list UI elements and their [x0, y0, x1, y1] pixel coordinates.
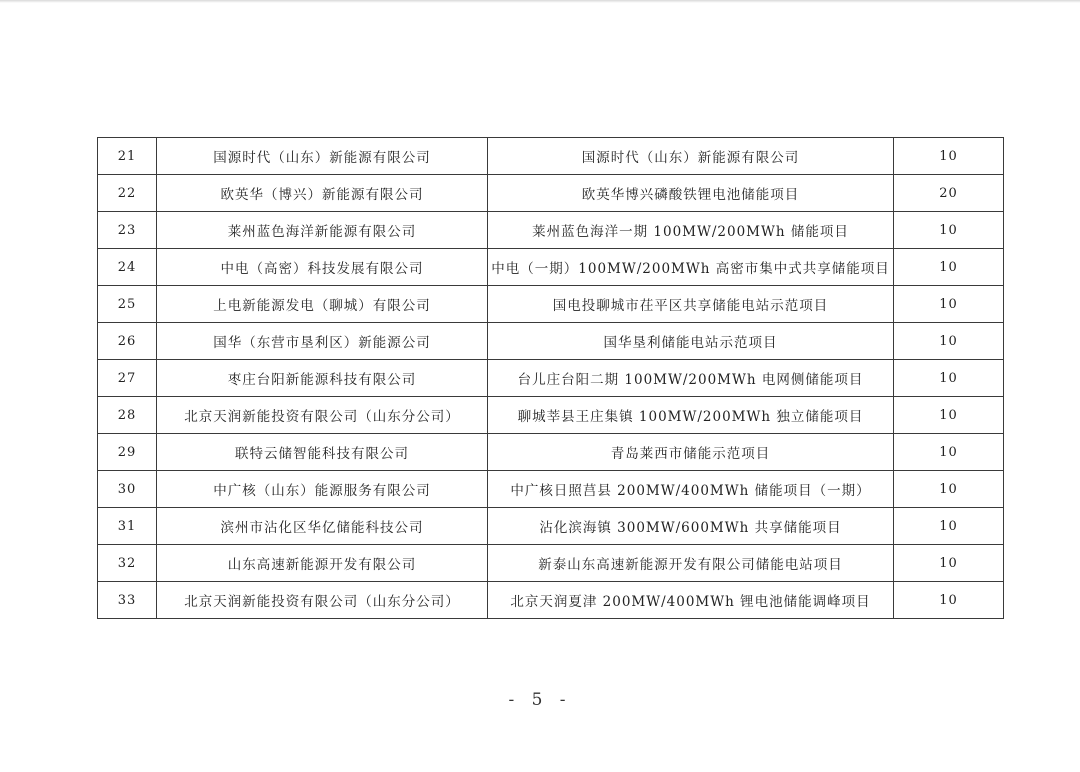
company-cell: 中广核（山东）能源服务有限公司	[157, 471, 488, 508]
project-cell: 新泰山东高速新能源开发有限公司储能电站项目	[488, 545, 894, 582]
capacity-cell: 10	[894, 508, 1004, 545]
capacity-cell: 10	[894, 286, 1004, 323]
capacity-cell: 10	[894, 434, 1004, 471]
capacity-cell: 10	[894, 323, 1004, 360]
project-cell: 中电（一期）100MW/200MWh 高密市集中式共享储能项目	[488, 249, 894, 286]
company-cell: 山东高速新能源开发有限公司	[157, 545, 488, 582]
company-cell: 北京天润新能投资有限公司（山东分公司）	[157, 582, 488, 619]
row-number-cell: 27	[98, 360, 157, 397]
capacity-cell: 10	[894, 397, 1004, 434]
row-number-cell: 32	[98, 545, 157, 582]
project-table	[97, 137, 1004, 619]
company-cell: 莱州蓝色海洋新能源有限公司	[157, 212, 488, 249]
company-cell: 国华（东营市垦利区）新能源公司	[157, 323, 488, 360]
row-number-cell: 24	[98, 249, 157, 286]
table-row	[98, 212, 1004, 249]
project-table-container	[97, 137, 999, 619]
capacity-cell: 10	[894, 212, 1004, 249]
table-row	[98, 545, 1004, 582]
project-cell: 国华垦利储能电站示范项目	[488, 323, 894, 360]
company-cell: 滨州市沾化区华亿储能科技公司	[157, 508, 488, 545]
row-number-cell: 26	[98, 323, 157, 360]
row-number-cell: 30	[98, 471, 157, 508]
company-cell: 上电新能源发电（聊城）有限公司	[157, 286, 488, 323]
company-cell: 欧英华（博兴）新能源有限公司	[157, 175, 488, 212]
capacity-cell: 10	[894, 138, 1004, 175]
row-number-cell: 28	[98, 397, 157, 434]
capacity-cell: 10	[894, 582, 1004, 619]
table-body	[98, 138, 1004, 619]
project-cell: 聊城莘县王庄集镇 100MW/200MWh 独立储能项目	[488, 397, 894, 434]
project-cell: 青岛莱西市储能示范项目	[488, 434, 894, 471]
project-cell: 北京天润夏津 200MW/400MWh 锂电池储能调峰项目	[488, 582, 894, 619]
table-row	[98, 286, 1004, 323]
row-number-cell: 25	[98, 286, 157, 323]
company-cell: 枣庄台阳新能源科技有限公司	[157, 360, 488, 397]
capacity-cell: 20	[894, 175, 1004, 212]
capacity-cell: 10	[894, 471, 1004, 508]
page-number: - 5 -	[508, 690, 572, 710]
table-row	[98, 508, 1004, 545]
project-cell: 沾化滨海镇 300MW/600MWh 共享储能项目	[488, 508, 894, 545]
table-row	[98, 434, 1004, 471]
table-row	[98, 249, 1004, 286]
scan-edge	[0, 0, 1080, 3]
row-number-cell: 29	[98, 434, 157, 471]
company-cell: 北京天润新能投资有限公司（山东分公司）	[157, 397, 488, 434]
project-cell: 国电投聊城市茌平区共享储能电站示范项目	[488, 286, 894, 323]
project-cell: 国源时代（山东）新能源有限公司	[488, 138, 894, 175]
table-row	[98, 138, 1004, 175]
company-cell: 中电（高密）科技发展有限公司	[157, 249, 488, 286]
table-row	[98, 323, 1004, 360]
row-number-cell: 21	[98, 138, 157, 175]
project-cell: 台儿庄台阳二期 100MW/200MWh 电网侧储能项目	[488, 360, 894, 397]
capacity-cell: 10	[894, 545, 1004, 582]
table-row	[98, 175, 1004, 212]
capacity-cell: 10	[894, 360, 1004, 397]
row-number-cell: 22	[98, 175, 157, 212]
row-number-cell: 31	[98, 508, 157, 545]
company-cell: 联特云储智能科技有限公司	[157, 434, 488, 471]
table-row	[98, 360, 1004, 397]
row-number-cell: 23	[98, 212, 157, 249]
capacity-cell: 10	[894, 249, 1004, 286]
row-number-cell: 33	[98, 582, 157, 619]
table-row	[98, 397, 1004, 434]
table-row	[98, 582, 1004, 619]
company-cell: 国源时代（山东）新能源有限公司	[157, 138, 488, 175]
project-cell: 中广核日照莒县 200MW/400MWh 储能项目（一期）	[488, 471, 894, 508]
project-cell: 莱州蓝色海洋一期 100MW/200MWh 储能项目	[488, 212, 894, 249]
table-row	[98, 471, 1004, 508]
project-cell: 欧英华博兴磷酸铁锂电池储能项目	[488, 175, 894, 212]
